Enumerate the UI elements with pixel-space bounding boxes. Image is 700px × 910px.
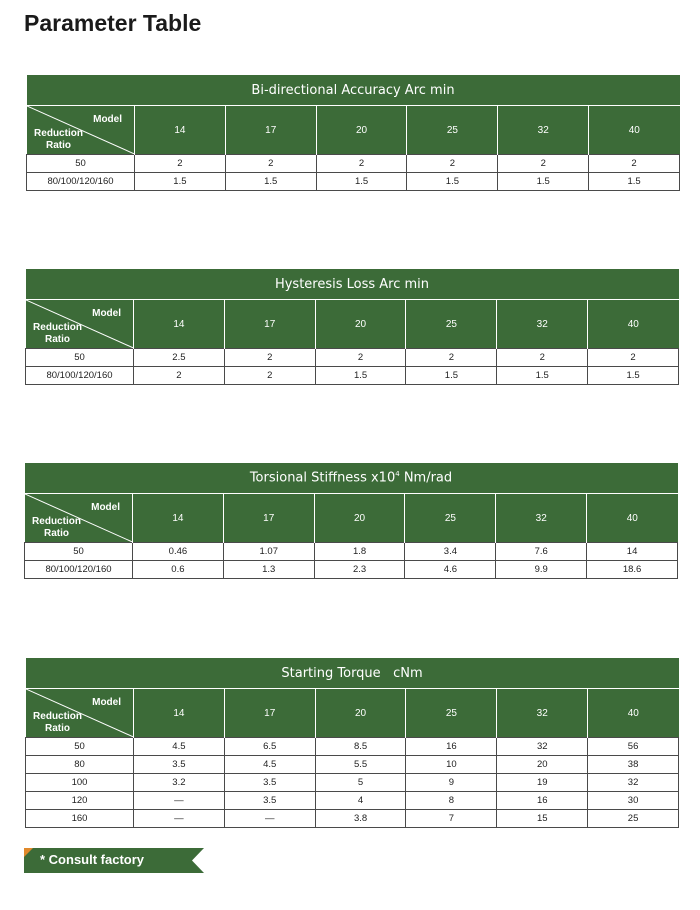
- value-cell: 3.5: [224, 774, 315, 792]
- value-cell: 3.5: [224, 792, 315, 810]
- value-cell: 7.6: [496, 543, 587, 561]
- value-cell: 2: [224, 349, 315, 367]
- value-cell: 2: [315, 349, 406, 367]
- value-cell: 56: [588, 738, 679, 756]
- value-cell: 1.5: [588, 367, 679, 385]
- value-cell: 3.5: [134, 756, 225, 774]
- value-cell: 10: [406, 756, 497, 774]
- model-header: 14: [134, 689, 225, 738]
- reduction-ratio-label: Reduction Ratio: [34, 128, 83, 151]
- consult-factory-tag: [24, 848, 204, 873]
- model-header: 17: [223, 494, 314, 543]
- ratio-cell: 100: [26, 774, 134, 792]
- ratio-cell: 80/100/120/160: [27, 173, 135, 191]
- value-cell: 2.5: [134, 349, 225, 367]
- ratio-cell: 80: [26, 756, 134, 774]
- reduction-ratio-label: Reduction Ratio: [32, 516, 81, 539]
- value-cell: 1.5: [135, 173, 226, 191]
- ratio-cell: 160: [26, 810, 134, 828]
- value-cell: 5: [315, 774, 406, 792]
- value-cell: 2: [225, 155, 316, 173]
- value-cell: 18.6: [587, 561, 678, 579]
- model-header: 14: [134, 300, 225, 349]
- value-cell: 5.5: [315, 756, 406, 774]
- table-row: [27, 173, 680, 191]
- model-header: 17: [224, 300, 315, 349]
- value-cell: 30: [588, 792, 679, 810]
- value-cell: 9: [406, 774, 497, 792]
- model-header: 40: [589, 106, 680, 155]
- consult-factory-note: * Consult factory: [40, 852, 145, 867]
- model-header: 25: [406, 689, 497, 738]
- reduction-ratio-label: Reduction Ratio: [33, 322, 82, 345]
- value-cell: 1.8: [314, 543, 405, 561]
- value-cell: 25: [588, 810, 679, 828]
- value-cell: 2: [135, 155, 226, 173]
- value-cell: 0.46: [133, 543, 224, 561]
- table-row: [27, 155, 680, 173]
- model-header: 17: [224, 689, 315, 738]
- model-label: Model: [93, 114, 122, 125]
- value-cell: 4: [315, 792, 406, 810]
- table-title: Starting Torque cNm: [26, 658, 679, 689]
- ratio-cell: 50: [27, 155, 135, 173]
- model-header: 40: [587, 494, 678, 543]
- value-cell: 3.2: [134, 774, 225, 792]
- model-header: 14: [135, 106, 226, 155]
- table-row: [26, 756, 679, 774]
- ratio-cell: 120: [26, 792, 134, 810]
- hysteresis-loss-table: [25, 269, 679, 385]
- value-cell: 2: [589, 155, 680, 173]
- page-title: Parameter Table: [24, 10, 202, 36]
- model-header: 32: [497, 689, 588, 738]
- value-cell: 2: [498, 155, 589, 173]
- value-cell: 0.6: [133, 561, 224, 579]
- table-row: [26, 738, 679, 756]
- model-header: 17: [225, 106, 316, 155]
- ratio-cell: 80/100/120/160: [25, 561, 133, 579]
- ratio-cell: 50: [26, 349, 134, 367]
- value-cell: 14: [587, 543, 678, 561]
- bidirectional-accuracy-table: [26, 75, 680, 191]
- value-cell: 3.8: [315, 810, 406, 828]
- corner-header: [27, 106, 135, 155]
- table-row: [26, 792, 679, 810]
- torsional-stiffness-table: [24, 463, 678, 579]
- model-header: 25: [406, 300, 497, 349]
- model-header: 20: [315, 300, 406, 349]
- model-header: 20: [316, 106, 407, 155]
- value-cell: 1.3: [223, 561, 314, 579]
- value-cell: 19: [497, 774, 588, 792]
- model-header: 20: [315, 689, 406, 738]
- value-cell: —: [224, 810, 315, 828]
- ratio-cell: 50: [26, 738, 134, 756]
- ratio-cell: 50: [25, 543, 133, 561]
- value-cell: 1.07: [223, 543, 314, 561]
- value-cell: 1.5: [497, 367, 588, 385]
- value-cell: 20: [497, 756, 588, 774]
- value-cell: —: [134, 810, 225, 828]
- value-cell: 7: [406, 810, 497, 828]
- value-cell: 2: [407, 155, 498, 173]
- starting-torque-table: [25, 658, 679, 828]
- table-title: Torsional Stiffness $x10^4$ Nm/rad: [25, 463, 678, 494]
- value-cell: 16: [497, 792, 588, 810]
- corner-header: [25, 494, 133, 543]
- value-cell: 8.5: [315, 738, 406, 756]
- value-cell: 38: [588, 756, 679, 774]
- value-cell: 9.9: [496, 561, 587, 579]
- model-header: 32: [496, 494, 587, 543]
- value-cell: 32: [588, 774, 679, 792]
- table-title: Hysteresis Loss Arc min: [26, 269, 679, 300]
- value-cell: 32: [497, 738, 588, 756]
- value-cell: 2: [497, 349, 588, 367]
- model-header: 32: [497, 300, 588, 349]
- table-row: [26, 349, 679, 367]
- model-label: Model: [92, 308, 121, 319]
- value-cell: 2: [588, 349, 679, 367]
- value-cell: 3.4: [405, 543, 496, 561]
- value-cell: 15: [497, 810, 588, 828]
- value-cell: 4.6: [405, 561, 496, 579]
- value-cell: 2: [406, 349, 497, 367]
- corner-header: [26, 689, 134, 738]
- model-header: 25: [405, 494, 496, 543]
- table-row: [26, 367, 679, 385]
- model-header: 25: [407, 106, 498, 155]
- value-cell: —: [134, 792, 225, 810]
- value-cell: 16: [406, 738, 497, 756]
- model-header: 20: [314, 494, 405, 543]
- reduction-ratio-label: Reduction Ratio: [33, 711, 82, 734]
- model-header: 32: [498, 106, 589, 155]
- value-cell: 2.3: [314, 561, 405, 579]
- ratio-cell: 80/100/120/160: [26, 367, 134, 385]
- table-row: [25, 561, 678, 579]
- value-cell: 1.5: [406, 367, 497, 385]
- value-cell: 2: [224, 367, 315, 385]
- corner-header: [26, 300, 134, 349]
- value-cell: 1.5: [498, 173, 589, 191]
- value-cell: 4.5: [134, 738, 225, 756]
- table-title: Bi-directional Accuracy Arc min: [27, 75, 680, 106]
- table-row: [26, 774, 679, 792]
- table-row: [25, 543, 678, 561]
- value-cell: 2: [134, 367, 225, 385]
- model-header: 14: [133, 494, 224, 543]
- value-cell: 6.5: [224, 738, 315, 756]
- value-cell: 4.5: [224, 756, 315, 774]
- value-cell: 1.5: [225, 173, 316, 191]
- model-header: 40: [588, 300, 679, 349]
- model-label: Model: [91, 502, 120, 513]
- value-cell: 1.5: [589, 173, 680, 191]
- value-cell: 2: [316, 155, 407, 173]
- model-header: 40: [588, 689, 679, 738]
- value-cell: 1.5: [316, 173, 407, 191]
- value-cell: 8: [406, 792, 497, 810]
- value-cell: 1.5: [315, 367, 406, 385]
- value-cell: 1.5: [407, 173, 498, 191]
- table-row: [26, 810, 679, 828]
- model-label: Model: [92, 697, 121, 708]
